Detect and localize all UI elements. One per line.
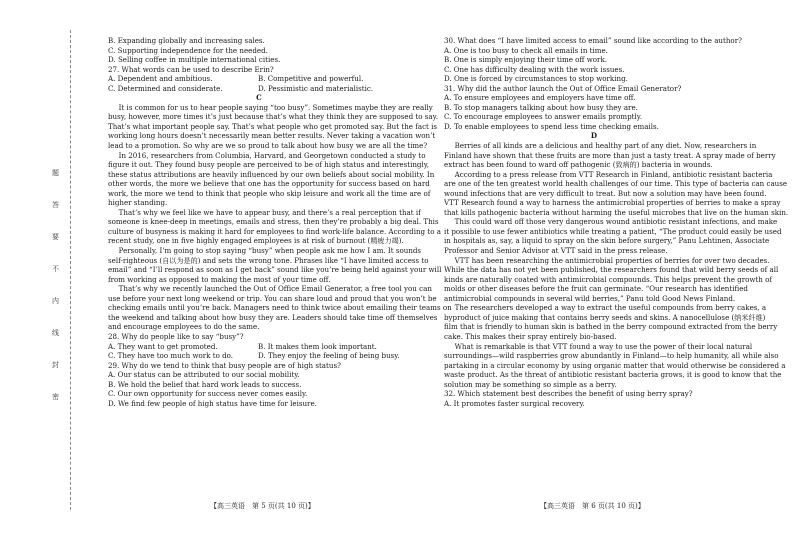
text-line: it possible to use fewer antibiotics while treating a patient, “The product could easily be used <box>444 226 782 236</box>
text-line: 32. Which statement best describes the benefit of using berry spray? <box>444 389 693 399</box>
margin-char: 内 <box>52 297 59 305</box>
text-line: The researchers developed a way to extract the useful compounds from berry cakes, a <box>454 303 767 313</box>
text-line: antimicrobial compounds in several wild berries,” Panu told Good News Finland. <box>444 293 736 303</box>
page-footer-left: 【高三英语 第 5 页(共 10 页)】 <box>210 502 315 510</box>
option-row <box>108 351 410 361</box>
text-line: self-righteous (自以为是的) and sets the wrong tone. Phrases like “I have limited access to <box>108 255 429 265</box>
text-line: According to a press release from VTT Research in Finland, antibiotic resistant bacteria <box>454 169 773 179</box>
text-line: figure it out. They found busy people are perceived to be of high status and interestingly, <box>108 160 430 170</box>
text-line: 29. Why do we tend to think that busy people are of high status? <box>108 360 341 370</box>
text-line: It is common for us to hear people saying “too busy”. Sometimes maybe they are really <box>118 102 433 112</box>
option-row <box>108 84 410 94</box>
text-line: B. Expanding globally and increasing sales. <box>108 36 265 45</box>
text-line: That’s what important people say. That’s what people who get promoted say. But the fact is <box>108 121 438 131</box>
text-line: VTT has been researching the antimicrobial properties of berries for over two decades. <box>454 255 770 265</box>
text-line: C. One has difficulty dealing with the work issues. <box>444 64 625 74</box>
text-line: someone is knee-deep in meetings, emails and stress, then they’re probably a big deal. This <box>108 217 439 227</box>
margin-char: 答 <box>52 201 59 209</box>
text-line: in hospitals as, say, a liquid to spray on the skin before surgery,” Panu Lehtinen, Associate <box>444 236 770 246</box>
text-line: A. Our status can be attributed to our social mobility. <box>108 370 300 380</box>
text-line: That’s why we feel like we have to appear busy, and there’s a real perception that if <box>118 207 421 217</box>
text-line: D. We find few people of high status have time for leisure. <box>108 398 317 408</box>
text-line: molds or other diseases before the fruit can germinate. “Our research has identified <box>444 284 748 294</box>
text-line: While the data has not yet been published, the researchers found that wild berry seeds of all <box>444 265 779 275</box>
text-line: other words, the more we believe that one has the opportunity for success based on hard <box>108 179 430 189</box>
text-line: B. We hold the belief that hard work leads to success. <box>108 379 302 389</box>
text-line: email” and “I’ll respond as soon as I get back” sound like you’re being held against your will <box>108 265 442 275</box>
margin-char: 题 <box>52 169 59 177</box>
answer-option: C. They have too much work to do. <box>108 351 234 361</box>
text-line: that kills pathogenic bacteria without harming the useful microbes that live on the human skin. <box>444 207 789 217</box>
page-footer-right: 【高三英语 第 6 页(共 10 页)】 <box>540 502 645 510</box>
text-line: use before your next long weekend or trip. You can share loud and proud that you won’t be <box>108 293 437 303</box>
text-line: busy, however, more times it’s just because that’s what they think they are supposed to say. <box>108 112 438 122</box>
text-line: 30. What does “I have limited access to email” sound like according to the author? <box>444 36 742 45</box>
text-line: wound infections that are very difficult to treat. But now a solution may have been found. <box>444 188 767 198</box>
text-line: work, the more we tend to think that people who skip leisure and work all the time are of <box>108 188 431 198</box>
text-line: higher standing. <box>108 198 168 208</box>
text-line: solution may be something so simple as a berry. <box>444 379 617 389</box>
text-line: Professor and Senior Advisor at VTT said in the press release. <box>444 246 668 256</box>
option-row <box>108 342 410 352</box>
text-line: VTT Research found a way to harness the antimicrobial properties of berries to make a spray <box>444 198 781 208</box>
answer-option: C. Determined and considerate. <box>108 83 223 93</box>
text-line: Personally, I’m going to stop saying “busy” when people ask me how I am. It sounds <box>118 246 422 256</box>
text-line: D. To enable employees to spend less time checking emails. <box>444 121 659 131</box>
margin-char: 不 <box>52 265 59 273</box>
text-line: checking emails until you’re back. Managers need to think twice about emailing their teams on <box>108 303 452 313</box>
text-line: byproduct of juice making that contains berry seeds and skins. A nanocellulose (纳米纤维) <box>444 312 766 322</box>
text-line: recent study, one in five highly engaged employees is at risk of burnout (精疲力竭). <box>108 236 404 246</box>
text-line: kinds are naturally coated with antimicrobial compounds. This helps prevent the growth of <box>444 274 772 284</box>
passage-heading: D <box>590 131 598 141</box>
answer-option: A. They want to get promoted. <box>108 341 218 351</box>
margin-char: 密 <box>52 393 59 401</box>
answer-option: B. Competitive and powerful. <box>258 74 364 84</box>
text-line: film that is friendly to human skin is bathed in the berry compound extracted from the berry <box>444 322 778 332</box>
text-line: are one of the ten greatest world health challenges of our time. This type of bacteria can cause <box>444 179 788 189</box>
text-line: working long hours doesn’t necessarily mean better results. Never taking a vacation won’t <box>108 131 436 141</box>
text-line: A. To ensure employees and employers have time off. <box>444 93 636 103</box>
option-row <box>108 74 410 84</box>
text-line: culture of busyness is making it hard for employees to find work-life balance. According to a <box>108 226 441 236</box>
text-line: Finland have shown that these fruits are more than just a tasty treat. A spray made of berry <box>444 150 776 160</box>
text-line: This could ward off those very dangerous wound antibiotic resistant infections, and make <box>454 217 778 227</box>
text-line: D. One is forced by circumstances to stop working. <box>444 74 628 84</box>
answer-option: D. They enjoy the feeling of being busy. <box>258 351 400 361</box>
text-line: A. It promotes faster surgical recovery. <box>444 398 585 408</box>
text-line: 27. What words can be used to describe Erin? <box>108 64 274 74</box>
text-line: B. To stop managers talking about how busy they are. <box>444 102 638 112</box>
text-line: these status attributions are heavily influenced by our own beliefs about social mobility. In <box>108 169 435 179</box>
margin-char: 封 <box>52 361 59 369</box>
binding-margin <box>52 170 68 470</box>
text-line: partaking in a circular economy by using organic matter that would otherwise be considered a <box>444 360 786 370</box>
text-line: from working as opposed to making the most of your time off. <box>108 274 331 284</box>
passage-heading: C <box>256 93 262 103</box>
text-line: A. One is too busy to check all emails in time. <box>444 45 608 55</box>
text-line: cake. This makes their spray entirely bio-based. <box>444 331 617 341</box>
margin-char: 线 <box>52 329 59 337</box>
text-line: C. Our own opportunity for success never comes easily. <box>108 389 308 399</box>
text-line: and encourage employees to do the same. <box>108 322 260 332</box>
text-line: waste product. As the threat of antibiotic resistant bacteria grows, it is good to know that the <box>444 370 782 380</box>
text-line: 31. Why did the author launch the Out of Office Email Generator? <box>444 83 682 93</box>
text-line: D. Selling coffee in multiple international cities. <box>108 55 281 65</box>
text-line: 28. Why do people like to say “busy”? <box>108 331 244 341</box>
text-line: In 2016, researchers from Columbia, Harvard, and Georgetown conducted a study to <box>118 150 426 160</box>
text-line: surroundings—wild raspberries grow abundantly in Finland—to help humanity, all while also <box>444 351 779 361</box>
binding-cut-line <box>70 30 71 510</box>
text-line: B. One is simply enjoying their time off work. <box>444 55 607 65</box>
left-column <box>108 36 452 408</box>
text-line: extract has been found to ward off pathogenic (致病的) bacteria in wounds. <box>444 160 713 170</box>
answer-option: D. Pessimistic and materialistic. <box>258 83 374 93</box>
text-line: C. Supporting independence for the needed. <box>108 45 268 55</box>
right-column <box>444 36 789 408</box>
margin-char: 要 <box>52 233 59 241</box>
text-line: Berries of all kinds are a delicious and healthy part of any diet. Now, researchers in <box>454 141 757 151</box>
text-line: That’s why we recently launched the Out of Office Email Generator, a free tool you can <box>118 284 432 294</box>
text-line: What is remarkable is that VTT found a way to use the power of their local natural <box>454 341 753 351</box>
text-line: C. To encourage employees to answer emails promptly. <box>444 112 643 122</box>
text-line: the weekend and talking about how busy they are. Leaders should take time off themselves <box>108 312 438 322</box>
answer-option: B. It makes them look important. <box>258 341 377 351</box>
answer-option: A. Dependent and ambitious. <box>108 74 213 84</box>
text-line: lead to a promotion. So why are we so proud to talk about how busy we are all the time? <box>108 141 428 151</box>
